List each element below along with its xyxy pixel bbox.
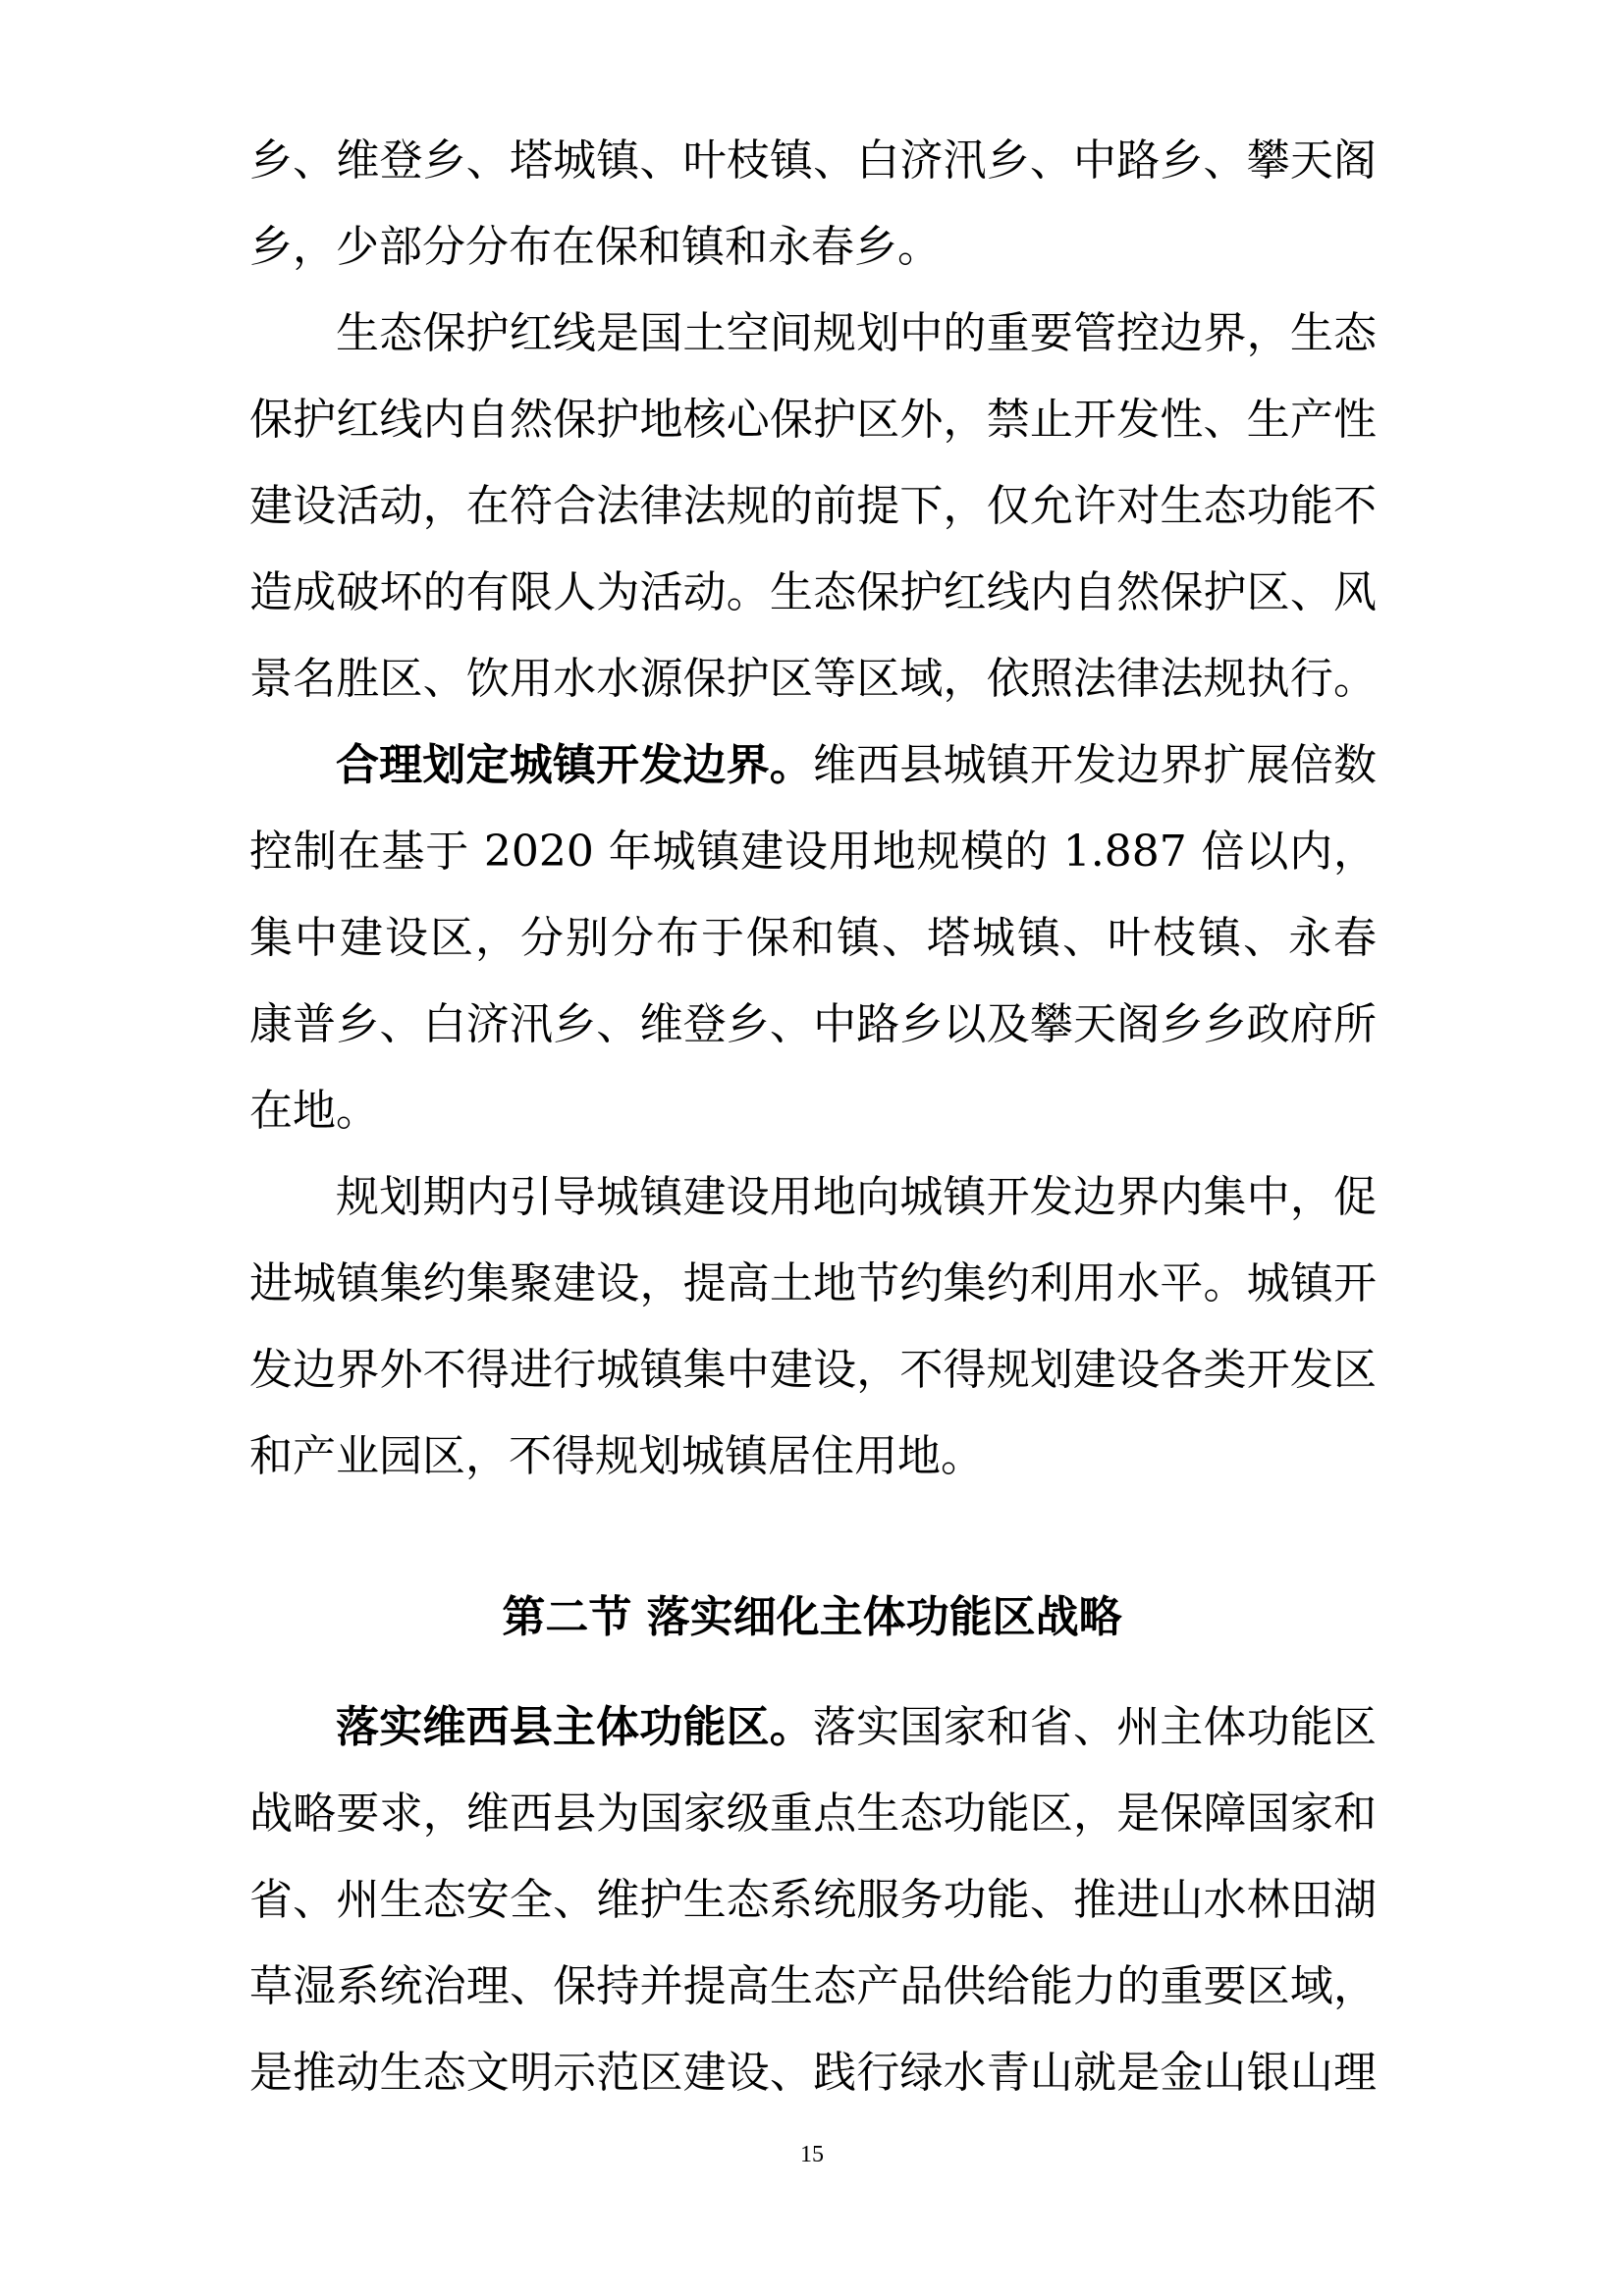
paragraph-line [0,1241,1624,1327]
line-text: 和产业园区，不得规划城镇居住用地。 [249,1431,984,1481]
paragraph-lead: 合理划定城镇开发边界。 [336,740,813,790]
paragraph-line [0,2030,1624,2116]
paragraph-line [0,1068,1624,1154]
page-number: 15 [800,2142,824,2167]
line-text: 省、州生态安全、维护生态系统服务功能、推进山水林田湖 [249,1875,1377,1925]
paragraph-line [0,722,1624,809]
line-text: 战略要求，维西县为国家级重点生态功能区，是保障国家和 [249,1789,1377,1839]
paragraph-line [0,1414,1624,1500]
line-text: 在地。 [249,1086,379,1136]
line-text: 乡，少部分分布在保和镇和永春乡。 [249,222,941,272]
paragraph-line [0,291,1624,377]
paragraph-line [0,1154,1624,1241]
line-text: 发边界外不得进行城镇集中建设，不得规划建设各类开发区 [249,1345,1377,1395]
paragraph-line [0,377,1624,463]
line-text: 草湿系统治理、保持并提高生态产品供给能力的重要区域， [249,1961,1377,2011]
paragraph-lead: 落实维西县主体功能区。 [336,1702,813,1752]
line-text-rest: 维西县城镇开发边界扩展倍数 [812,740,1377,790]
section-heading: 第二节 落实细化主体功能区战略 [502,1592,1122,1642]
paragraph-line [0,895,1624,982]
paragraph-line [0,982,1624,1068]
paragraph-line [0,809,1624,895]
line-text: 是推动生态文明示范区建设、践行绿水青山就是金山银山理 [249,2048,1377,2098]
paragraph-line [0,1944,1624,2030]
line-text: 进城镇集约集聚建设，提高土地节约集约利用水平。城镇开 [249,1258,1377,1308]
line-text: 建设活动，在符合法律法规的前提下，仅允许对生态功能不 [249,481,1377,531]
line-text-rest: 落实国家和省、州主体功能区 [812,1702,1377,1752]
line-text [336,722,1377,809]
paragraph-line [0,204,1624,291]
paragraph-line [0,636,1624,722]
paragraph-line [0,118,1624,204]
line-text: 景名胜区、饮用水水源保护区等区域，依照法律法规执行。 [249,654,1377,704]
line-text: 规划期内引导城镇建设用地向城镇开发边界内集中，促 [336,1172,1377,1222]
paragraph-line [0,1857,1624,1944]
line-text: 生态保护红线是国土空间规划中的重要管控边界，生态 [336,308,1377,358]
paragraph-line [0,1327,1624,1414]
paragraph-line [0,1684,1624,1771]
paragraph-line [0,463,1624,550]
line-text: 控制在基于 2020 年城镇建设用地规模的 1.887 倍以内， [249,827,1377,877]
line-text: 保护红线内自然保护地核心保护区外，禁止开发性、生产性 [249,395,1377,445]
line-text [336,1684,1377,1771]
line-text: 造成破坏的有限人为活动。生态保护红线内自然保护区、风 [249,567,1377,617]
line-text: 乡、维登乡、塔城镇、叶枝镇、白济汛乡、中路乡、攀天阁 [249,135,1377,186]
line-text: 康普乡、白济汛乡、维登乡、中路乡以及攀天阁乡乡政府所 [249,999,1377,1049]
line-text: 集中建设区，分别分布于保和镇、塔城镇、叶枝镇、永春 [249,913,1377,963]
paragraph-line [0,550,1624,636]
paragraph-line [0,1771,1624,1857]
